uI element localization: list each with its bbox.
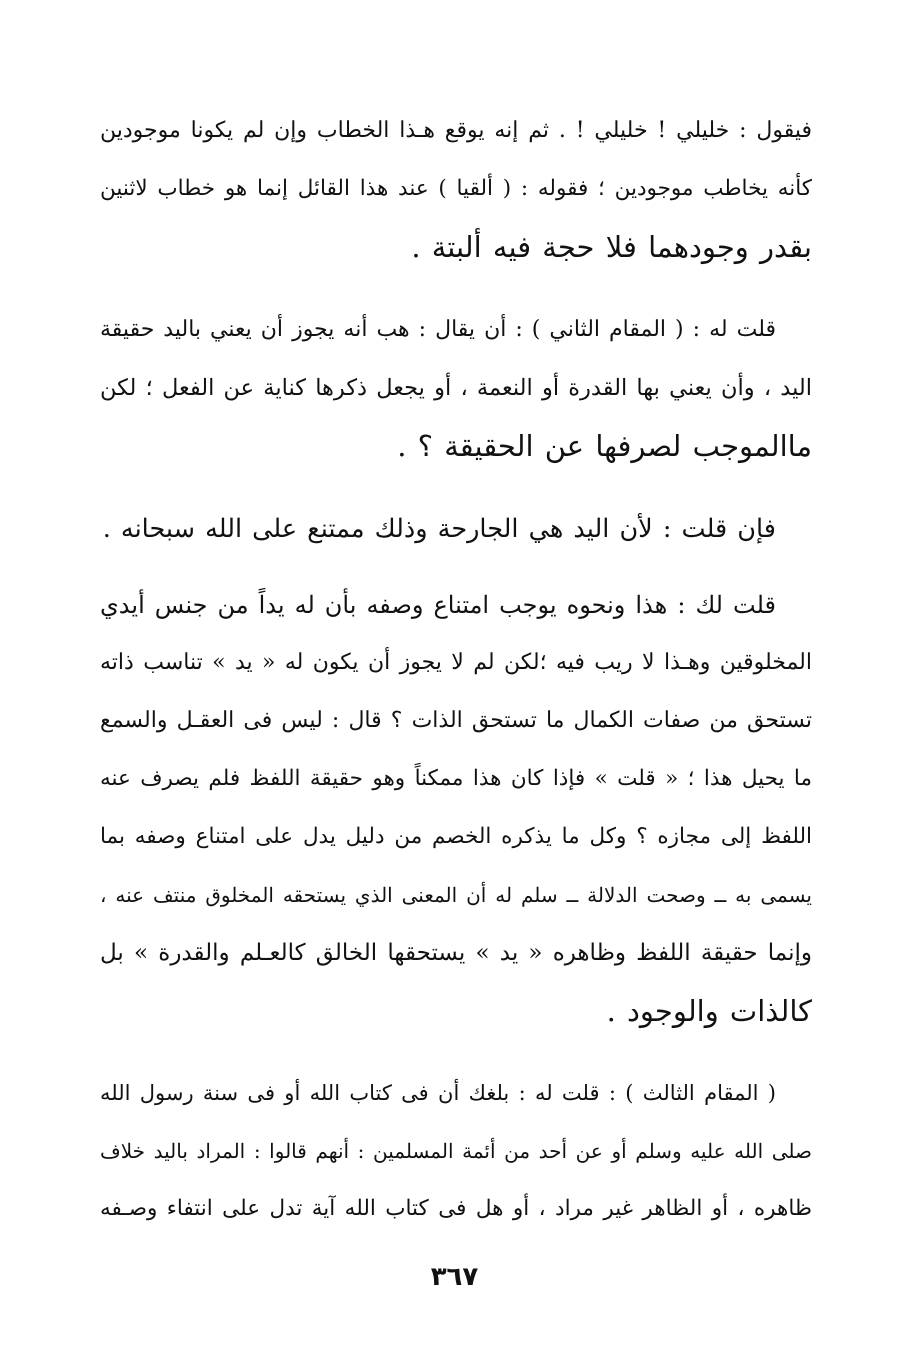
text-line: كأنه يخاطب موجودين ؛ فقوله : ( ألقيا ) عند هذا القائل إنما هو خطاب لاثنين bbox=[100, 176, 812, 201]
paragraph-2 bbox=[100, 301, 812, 475]
paragraph-1 bbox=[100, 102, 812, 276]
paragraph-3 bbox=[100, 500, 812, 558]
text-line: فيقول : خليلي ! خليلي ! . ثم إنه يوقع هـذا الخطاب وإن لم يكونا موجودين bbox=[100, 118, 812, 143]
text-line: كالذات والوجود . bbox=[606, 994, 812, 1028]
text-line: اللفظ إلى مجازه ؟ وكل ما يذكره الخصم من دليل يدل على امتناع وصفه بما bbox=[100, 824, 812, 849]
text-line: المخلوقين وهـذا لا ريب فيه ؛لكن لم لا يجوز أن يكون له « يد » تناسب ذاته bbox=[100, 650, 812, 675]
text-line: ما يحيل هذا ؛ « قلت » فإذا كان هذا ممكناً وهو حقيقة اللفظ فلم يصرف عنه bbox=[100, 766, 812, 791]
text-line: فإن قلت : لأن اليد هي الجارحة وذلك ممتنع على الله سبحانه . bbox=[102, 514, 776, 544]
text-line: يسمى به ــ وصحت الدلالة ــ سلم له أن المعنى الذي يستحقه المخلوق منتف عنه ، bbox=[100, 883, 812, 907]
page-number: ٣٦٧ bbox=[430, 1262, 479, 1292]
text-line: اليد ، وأن يعني بها القدرة أو النعمة ، أو يجعل ذكرها كناية عن الفعل ؛ لكن bbox=[100, 375, 812, 401]
text-line: قلت لك : هذا ونحوه يوجب امتناع وصفه بأن له يداً من جنس أيدي bbox=[100, 591, 777, 619]
text-line: ( المقام الثالث ) : قلت له : بلغك أن فى كتاب الله أو فى سنة رسول الله bbox=[100, 1081, 776, 1105]
text-line: تستحق من صفات الكمال ما تستحق الذات ؟ قال : ليس فى العقـل والسمع bbox=[100, 708, 812, 733]
paragraph-5 bbox=[100, 1064, 812, 1238]
text-line: وإنما حقيقة اللفظ وظاهره « يد » يستحقها الخالق كالعـلم والقدرة » بل bbox=[100, 940, 812, 966]
text-line: ظاهره ، أو الظاهر غير مراد ، أو هل فى كتاب الله آية تدل على انتفاء وصـفه bbox=[100, 1196, 812, 1221]
text-line: قلت له : ( المقام الثاني ) : أن يقال : هب أنه يجوز أن يعني باليد حقيقة bbox=[100, 317, 776, 342]
text-line: صلى الله عليه وسلم أو عن أحد من أئمة المسلمين : أنهم قالوا : المراد باليد خلاف bbox=[100, 1139, 812, 1163]
paragraph-4 bbox=[100, 576, 812, 1040]
text-line: ماالموجب لصرفها عن الحقيقة ؟ . bbox=[397, 429, 812, 463]
text-line: بقدر وجودهما فلا حجة فيه ألبتة . bbox=[411, 230, 812, 264]
